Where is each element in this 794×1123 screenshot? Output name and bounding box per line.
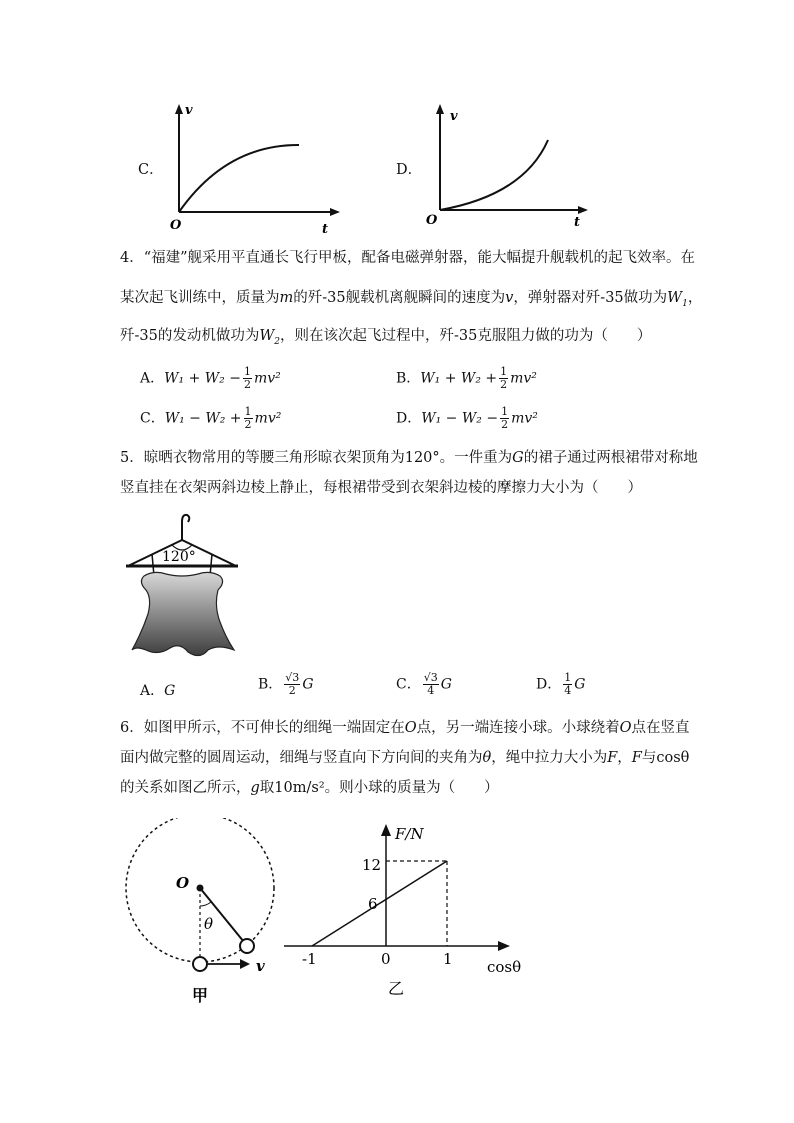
c-origin: O [170, 218, 182, 233]
c-axis-t: t [322, 222, 329, 235]
jia-o-label: O [176, 874, 190, 892]
q4-option-b[interactable]: B．W₁ + W₂ + $\frac{1}{2}$ mv² [396, 365, 537, 391]
q5-option-a[interactable]: A．G [140, 683, 176, 699]
d-origin: O [426, 213, 438, 228]
yi-y-axis: F/N [395, 825, 424, 843]
q4-option-d[interactable]: D．W₁ − W₂ − $\frac{1}{2}$ mv² [396, 405, 538, 431]
figure-jia [120, 818, 280, 1013]
q5-option-b[interactable]: B． $\frac{√3}{2}$ G [258, 671, 314, 697]
yi-tick-m1: -1 [302, 950, 317, 968]
q6-line3: 的关系如图乙所示，g取10m/s²。则小球的质量为（ ） [120, 780, 499, 796]
yi-caption: 乙 [388, 979, 405, 998]
q4-line3: 歼-35的发动机做功为$W_2$，则在该次起飞过程中，歼-35克服阻力做的功为（ ） [120, 328, 652, 347]
q6-line2: 面内做完整的圆周运动，细绳与竖直向下方向间的夹角为θ，绳中拉力大小为F，F与cosθ [120, 750, 690, 766]
q4-option-a[interactable]: A．W₁ + W₂ − $\frac{1}{2}$ mv² [140, 365, 281, 391]
yi-tick-12: 12 [362, 856, 382, 874]
q4-line1: 4．“福建”舰采用平直通长飞行甲板，配备电磁弹射器，能大幅提升舰载机的起飞效率。在 [120, 250, 696, 266]
yi-x-axis: cosθ [487, 958, 522, 976]
jia-theta-label: θ [204, 915, 214, 933]
d-axis-v: v [450, 109, 458, 124]
jia-v-label: v [256, 957, 265, 975]
graph-c [166, 100, 346, 235]
q4-option-c[interactable]: C．W₁ − W₂ + $\frac{1}{2}$ mv² [140, 405, 282, 431]
option-d-label: D． [396, 162, 423, 178]
q6-line1: 6．如图甲所示，不可伸长的细绳一端固定在O点，另一端连接小球。小球绕着O点在竖直 [120, 720, 690, 736]
q4-line2: 某次起飞训练中，质量为m的歼-35舰载机离舰瞬间的速度为v，弹射器对歼-35做功为$W_1$， [120, 290, 703, 309]
d-axis-t: t [574, 215, 581, 230]
q5-option-d[interactable]: D． $\frac{1}{4}$ G [536, 671, 586, 697]
yi-tick-1: 1 [443, 950, 453, 968]
q5-line2: 竖直挂在衣架两斜边棱上静止，每根裙带受到衣架斜边棱的摩擦力大小为（ ） [120, 480, 642, 496]
yi-tick-0: 0 [381, 950, 391, 968]
q5-line1: 5．晾晒衣物常用的等腰三角形晾衣架顶角为120°。一件重为G的裙子通过两根裙带对称地 [120, 450, 698, 466]
angle-label: 120° [162, 549, 196, 565]
c-axis-v: v [185, 103, 193, 118]
hanger-figure [122, 510, 244, 665]
graph-d [424, 100, 594, 230]
jia-caption: 甲 [192, 986, 209, 1005]
yi-tick-6: 6 [368, 895, 378, 913]
figure-yi [280, 818, 540, 1003]
q5-option-c[interactable]: C． $\frac{√3}{4}$ G [396, 671, 452, 697]
option-c-label: C． [138, 162, 164, 178]
